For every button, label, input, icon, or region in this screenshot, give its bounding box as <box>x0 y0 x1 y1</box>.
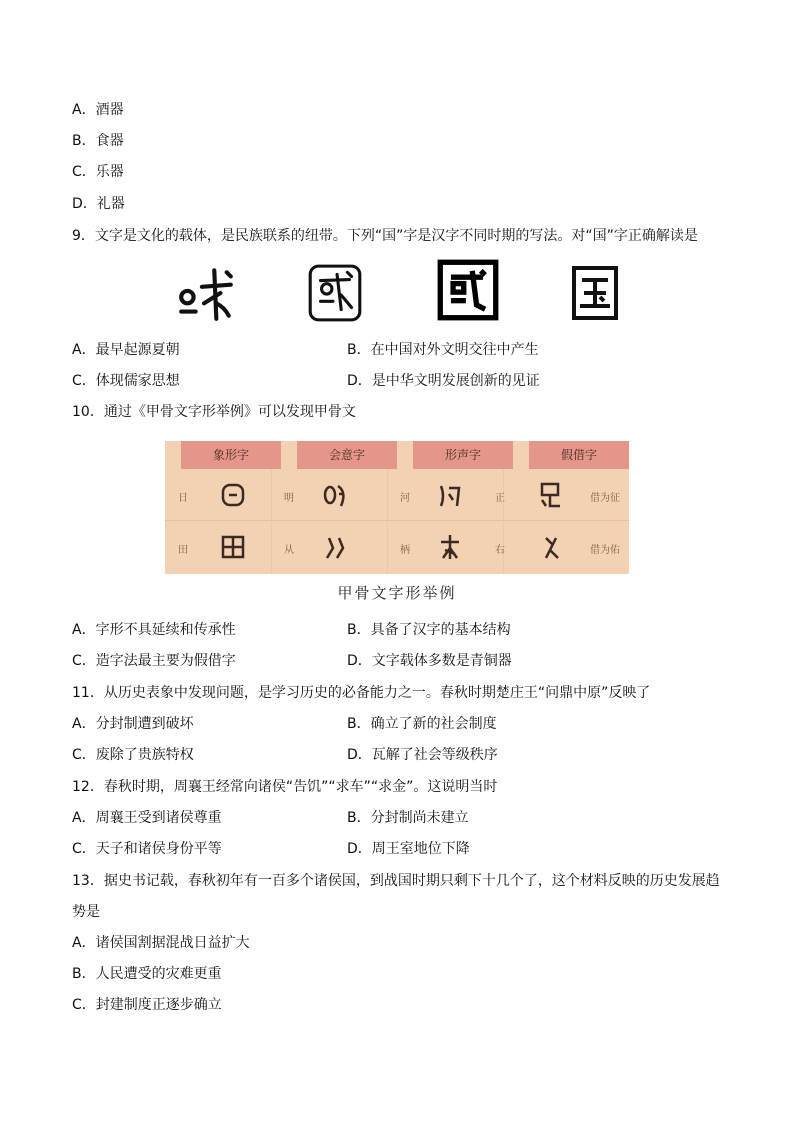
q11-option-c: C．废除了贵族特权 <box>72 747 194 763</box>
oracle-zheng-glyph <box>536 480 566 510</box>
cell-ming: 明 <box>284 493 294 504</box>
oracle-he-glyph <box>435 480 465 510</box>
q10-option-d: D．文字载体多数是青铜器 <box>347 653 512 669</box>
q12-option-c: C．天子和诸侯身份平等 <box>72 841 222 857</box>
guo-simplified-glyph <box>570 264 620 322</box>
table-caption: 甲骨文字形举例 <box>337 584 457 602</box>
q11-stem: 11．从历史表象中发现问题，是学习历史的必备能力之一。春秋时期楚庄王“问鼎中原”反映了 <box>72 685 651 701</box>
q12-option-b: B．分封制尚未建立 <box>347 810 469 826</box>
q10-stem: 10．通过《甲骨文字形举例》可以发现甲骨文 <box>72 404 356 420</box>
cell-ri: 日 <box>178 493 188 504</box>
q12-option-d: D．周王室地位下降 <box>347 841 470 857</box>
q8-option-a: A．酒器 <box>72 102 124 118</box>
oracle-cong-glyph <box>321 532 351 562</box>
q10-option-b: B．具备了汉字的基本结构 <box>347 622 511 638</box>
guo-oracle-bone-glyph <box>175 262 237 324</box>
cell-zheng: 正 <box>495 493 505 504</box>
q12-option-a: A．周襄王受到诸侯尊重 <box>72 810 222 826</box>
q9-option-b: B．在中国对外文明交往中产生 <box>347 342 539 358</box>
q13-option-b: B．人民遭受的灾难更重 <box>72 966 222 982</box>
q8-option-b: B．食器 <box>72 133 124 149</box>
q9-stem: 9．文字是文化的载体，是民族联系的纽带。下列“国”字是汉字不同时期的写法。对“国”字正确解读是 <box>72 228 698 244</box>
cell-tian: 田 <box>178 545 188 556</box>
q9-option-d: D．是中华文明发展创新的见证 <box>347 373 540 389</box>
oracle-you-glyph <box>536 532 566 562</box>
q13-option-a: A．诸侯国割据混战日益扩大 <box>72 935 250 951</box>
guo-bronze-glyph <box>304 262 366 324</box>
q9-option-c: C．体现儒家思想 <box>72 373 180 389</box>
oracle-ri-glyph <box>218 480 248 510</box>
header-ideograph: 会意字 <box>328 448 365 462</box>
header-loan-character: 假借字 <box>560 448 597 462</box>
q13-stem-line2: 势是 <box>72 904 100 920</box>
q9-option-a: A．最早起源夏朝 <box>72 342 180 358</box>
q10-option-a: A．字形不具延续和传承性 <box>72 622 236 638</box>
cell-he: 河 <box>400 493 410 504</box>
oracle-ming-glyph <box>321 480 351 510</box>
oracle-bing-glyph <box>435 532 465 562</box>
q11-option-a: A．分封制遭到破坏 <box>72 716 194 732</box>
q11-option-d: D．瓦解了社会等级秩序 <box>347 747 498 763</box>
header-phonosemantic: 形声字 <box>444 448 481 462</box>
q10-option-c: C．造字法最主要为假借字 <box>72 653 236 669</box>
q13-option-c: C．封建制度正逐步确立 <box>72 997 222 1013</box>
header-pictograph: 象形字 <box>212 448 249 462</box>
cell-you: 右 <box>495 545 505 556</box>
q13-stem-line1: 13．据史书记载，春秋初年有一百多个诸侯国，到战国时期只剩下十几个了，这个材料反映的历史发展趋 <box>72 873 720 889</box>
cell-loan-zheng: 借为征 <box>590 493 620 504</box>
cell-loan-you: 借为佑 <box>590 545 620 556</box>
q12-stem: 12．春秋时期，周襄王经常向诸侯“告饥”“求车”“求金”。这说明当时 <box>72 779 498 795</box>
cell-cong: 从 <box>284 545 294 556</box>
q8-option-c: C．乐器 <box>72 164 124 180</box>
oracle-bone-table <box>165 441 629 574</box>
cell-bing: 柄 <box>400 545 410 556</box>
q8-option-d: D．礼器 <box>72 196 125 212</box>
guo-traditional-glyph <box>436 258 500 322</box>
q11-option-b: B．确立了新的社会制度 <box>347 716 497 732</box>
oracle-tian-glyph <box>218 532 248 562</box>
